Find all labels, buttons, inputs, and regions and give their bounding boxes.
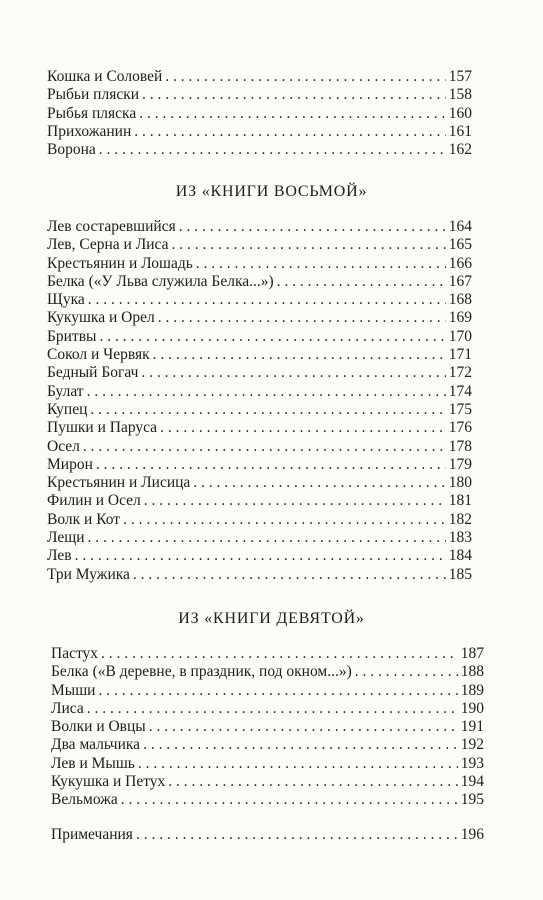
dot-leader [143,736,458,754]
entry-title: Осел [47,437,80,455]
entry-title: Лиса [51,699,84,717]
dot-leader [75,547,446,565]
entry-title: Бритвы [47,327,97,345]
toc-entry[interactable] [47,474,472,492]
entry-title: Щука [47,291,85,309]
toc-list-book-seven-end [47,68,472,159]
entry-title: Лев [47,547,72,565]
toc-entry[interactable] [51,718,484,736]
dot-leader [87,383,446,401]
dot-leader [138,755,458,773]
entry-title: Два мальчика [51,736,141,754]
dot-leader [99,328,445,346]
entry-title: Лев состаревшийся [47,218,176,235]
toc-entry-notes[interactable] [51,826,484,844]
toc-entry[interactable] [47,123,472,141]
entry-title: Лев и Мышь [51,754,135,772]
entry-title: Кукушка и Петух [51,773,166,791]
toc-entry[interactable] [47,68,472,86]
dot-leader [193,474,445,492]
toc-entry[interactable] [47,141,472,159]
entry-title: Белка («У Льва служила Белка...») [47,272,274,290]
toc-entry[interactable] [47,364,472,382]
entry-title: Булат [47,382,84,400]
section-heading-book-nine: ИЗ «КНИГИ ДЕВЯТОЙ» [178,610,365,627]
entry-page-number: 171 [448,346,472,364]
entry-title: Сокол и Червяк [47,346,150,364]
entry-title: Крестьянин и Лошадь [47,254,193,272]
entry-title: Крестьянин и Лисица [47,474,191,492]
dot-leader [165,68,446,86]
dot-leader [179,218,446,236]
entry-page-number: 176 [448,419,472,437]
toc-entry[interactable] [47,438,472,456]
toc-entry[interactable] [51,645,484,663]
toc-entry[interactable] [47,566,472,584]
toc-entry[interactable] [47,255,472,273]
entry-page-number: 165 [448,236,472,254]
toc-notes [51,826,484,844]
toc-entry[interactable] [51,791,484,809]
toc-list-book-nine [51,645,484,810]
toc-entry[interactable] [47,547,472,565]
toc-entry[interactable] [47,236,472,254]
toc-entry[interactable] [47,383,472,401]
entry-title: Ворона [47,141,96,159]
entry-page-number: 169 [448,309,472,327]
entry-page-number: 183 [448,529,472,547]
toc-entry[interactable] [47,492,472,510]
dot-leader [144,492,446,510]
entry-page-number: 158 [448,86,472,104]
toc-entry[interactable] [47,309,472,327]
toc-list-book-eight [47,218,472,584]
entry-page-number: 157 [448,68,472,85]
toc-entry[interactable] [51,736,484,754]
entry-page-number: 164 [448,218,472,235]
dot-leader [355,663,458,681]
entry-title: Рыбья пляска [47,104,137,122]
toc-entry[interactable] [51,663,484,681]
entry-title: Пастух [51,645,99,662]
toc-entry[interactable] [47,529,472,547]
toc-entry[interactable] [51,773,484,791]
dot-leader [133,566,446,584]
entry-page-number: 195 [460,791,484,809]
entry-page-number: 196 [460,826,484,843]
entry-page-number: 174 [448,382,472,400]
dot-leader [153,346,446,364]
entry-page-number: 187 [460,645,484,662]
entry-title: Кукушка и Орел [47,309,155,327]
entry-title: Прихожанин [47,122,132,140]
entry-page-number: 175 [448,400,472,418]
toc-entry[interactable] [47,511,472,529]
entry-page-number: 184 [448,547,472,565]
entry-page-number: 162 [448,141,472,159]
entry-title: Рыбьи пляски [47,86,140,104]
entry-title: Купец [47,400,88,418]
entry-page-number: 166 [448,254,472,272]
entry-title: Волки и Овцы [51,718,146,736]
entry-title: Лев, Серна и Лиса [47,236,169,254]
entry-page-number: 194 [460,773,484,791]
entry-title: Вельможа [51,791,118,809]
dot-leader [136,826,458,844]
dot-leader [196,255,446,273]
dot-leader [101,645,458,663]
toc-entry[interactable] [47,105,472,123]
entry-page-number: 192 [460,736,484,754]
toc-entry[interactable] [47,456,472,474]
dot-leader [88,529,446,547]
dot-leader [168,773,457,791]
entry-page-number: 161 [448,122,472,140]
entry-page-number: 182 [448,510,472,528]
entry-title: Примечания [51,826,133,843]
dot-leader [121,791,458,809]
dot-leader [83,438,446,456]
entry-title: Белка («В деревне, в праздник, под окном...») [51,663,352,681]
toc-entry[interactable] [47,86,472,104]
entry-page-number: 190 [460,699,484,717]
dot-leader [123,511,446,529]
entry-page-number: 168 [448,291,472,309]
entry-page-number: 167 [448,272,472,290]
dot-leader [139,105,446,123]
dot-leader [99,141,446,159]
entry-page-number: 178 [448,437,472,455]
entry-title: Волк и Кот [47,510,121,528]
entry-page-number: 172 [448,364,472,382]
toc-entry[interactable] [51,682,484,700]
dot-leader [98,682,457,700]
entry-page-number: 170 [448,327,472,345]
section-heading-book-eight: ИЗ «КНИГИ ВОСЬМОЙ» [175,183,368,200]
dot-leader [160,419,446,437]
entry-title: Мирон [47,455,93,473]
dot-leader [90,401,445,419]
entry-title: Кошка и Соловей [47,68,163,85]
toc-entry[interactable] [51,700,484,718]
dot-leader [172,236,446,254]
entry-page-number: 179 [448,455,472,473]
entry-title: Пушки и Паруса [47,419,158,437]
toc-entry[interactable] [47,218,472,236]
entry-title: Лещи [47,529,85,547]
entry-title: Мыши [51,681,96,699]
entry-page-number: 160 [448,104,472,122]
entry-page-number: 189 [460,681,484,699]
toc-entry[interactable] [47,328,472,346]
toc-entry[interactable] [47,273,472,291]
entry-page-number: 193 [460,754,484,772]
entry-page-number: 191 [460,718,484,736]
entry-title: Бедный Богач [47,364,139,382]
dot-leader [141,364,445,382]
dot-leader [149,718,458,736]
dot-leader [87,700,458,718]
entry-page-number: 181 [448,492,472,510]
dot-leader [88,291,446,309]
toc-entry[interactable] [51,755,484,773]
dot-leader [134,123,446,141]
toc-entry[interactable] [47,419,472,437]
toc-entry[interactable] [47,291,472,309]
entry-title: Филин и Осел [47,492,141,510]
dot-leader [277,273,446,291]
toc-entry[interactable] [47,346,472,364]
dot-leader [158,309,446,327]
dot-leader [96,456,446,474]
dot-leader [142,86,446,104]
entry-page-number: 185 [448,565,472,583]
entry-page-number: 180 [448,474,472,492]
toc-entry[interactable] [47,401,472,419]
entry-title: Три Мужика [47,565,130,583]
entry-page-number: 188 [460,663,484,681]
